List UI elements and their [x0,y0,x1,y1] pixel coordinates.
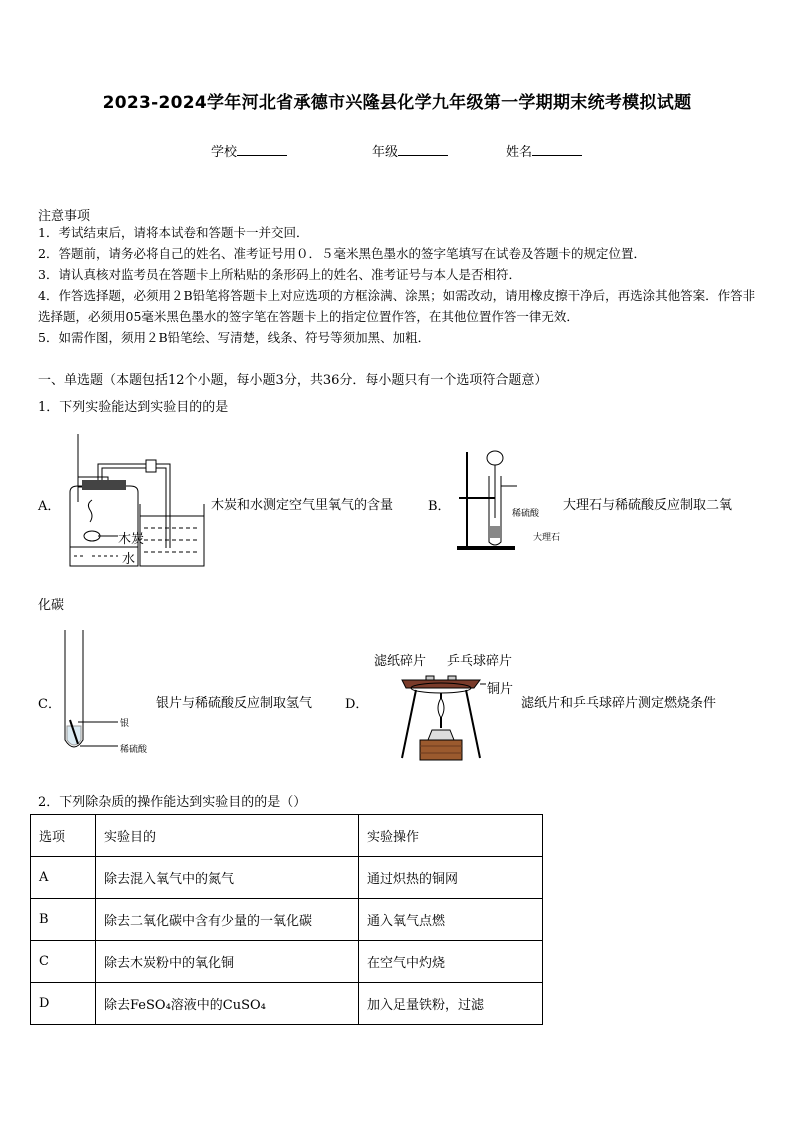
label-dilute-sulfuric-acid-c: 稀硫酸 [120,745,148,755]
table-cell: A [31,857,96,899]
table-cell: 除去混入氧气中的氮气 [96,857,359,899]
option-b-caption-continued: 化碳 [38,598,65,613]
table-header-cell: 实验操作 [359,815,543,857]
label-silver: 银 [120,719,130,729]
table-row [31,857,543,899]
option-d-letter: D． [345,697,369,712]
notice-item: 3．请认真核对监考员在答题卡上所粘贴的条形码上的姓名、准考证号与本人是否相符． [38,267,521,282]
burning-condition-apparatus-diagram [396,668,486,763]
label-copper-sheet: 铜片 [487,682,514,697]
label-marble: 大理石 [533,533,561,543]
label-filter-paper: 滤纸碎片 [374,654,427,669]
school-field[interactable] [211,141,287,160]
option-b-letter: B． [428,499,451,514]
question-1-stem: 1．下列实验能达到实验目的的是 [38,400,229,415]
notice-item: 5．如需作图，须用２B铅笔绘、写清楚，线条、符号等须加黑、加粗． [38,330,431,345]
question-2-stem: 2．下列除杂质的操作能达到实验目的的是（） [38,795,307,810]
label-charcoal: 木炭 [118,532,145,547]
grade-label: 年级 [372,145,399,160]
option-a-letter: A． [38,499,61,514]
school-label: 学校 [211,145,238,160]
charcoal-water-apparatus-diagram [58,432,218,572]
table-cell: 通过炽热的铜网 [359,857,543,899]
option-a-caption: 木炭和水测定空气里氧气的含量 [211,498,394,513]
table-cell: D [31,983,96,1025]
name-label: 姓名 [506,145,533,160]
table-cell: 通入氧气点燃 [359,899,543,941]
table-cell: 加入足量铁粉，过滤 [359,983,543,1025]
table-cell: B [31,899,96,941]
table-header-row [31,815,543,857]
option-b-caption: 大理石与稀硫酸反应制取二氧 [563,498,733,513]
table-row [31,983,543,1025]
table-cell: 在空气中灼烧 [359,941,543,983]
silver-acid-test-tube-diagram [60,628,140,758]
notice-heading: 注意事项 [38,209,91,224]
section-heading: 一、单选题（本题包括12个小题，每小题3分，共36分．每小题只有一个选项符合题意） [38,373,548,388]
option-c-caption: 银片与稀硫酸反应制取氢气 [156,696,313,711]
page-title: 2023-2024学年河北省承德市兴隆县化学九年级第一学期期末统考模拟试题 [102,93,692,113]
table-cell: 除去二氧化碳中含有少量的一氧化碳 [96,899,359,941]
notice-item: 1．考试结束后，请将本试卷和答题卡一并交回． [38,225,309,240]
notice-item: 4．作答选择题，必须用２B铅笔将答题卡上对应选项的方框涂满、涂黑；如需改动，请用橡皮擦干净后，再选涂其他答案．作答非选择题，必须用05毫米黑色墨水的签字笔在答题卡上的指定位置作答，在其他位置作答一律无效． [38,288,756,324]
grade-field[interactable] [372,141,448,160]
impurity-removal-table [30,814,543,1025]
table-row [31,941,543,983]
label-dilute-sulfuric-acid-b: 稀硫酸 [512,509,540,519]
table-cell: 除去FeSO₄溶液中的CuSO₄ [96,983,359,1025]
notice-item: 2．答题前，请务必将自己的姓名、准考证号用０．５毫米黑色墨水的签字笔填写在试卷及答题卡的规定位置． [38,246,646,261]
table-row [31,899,543,941]
label-ping-pong-fragments: 乒乓球碎片 [447,654,513,669]
name-field[interactable] [506,141,582,160]
table-header-cell: 实验目的 [96,815,359,857]
option-d-caption: 滤纸片和乒乓球碎片测定燃烧条件 [521,696,717,711]
label-water: 水 [122,552,136,567]
option-c-letter: C． [38,697,61,712]
table-header-cell: 选项 [31,815,96,857]
table-cell: 除去木炭粉中的氧化铜 [96,941,359,983]
table-cell: C [31,941,96,983]
